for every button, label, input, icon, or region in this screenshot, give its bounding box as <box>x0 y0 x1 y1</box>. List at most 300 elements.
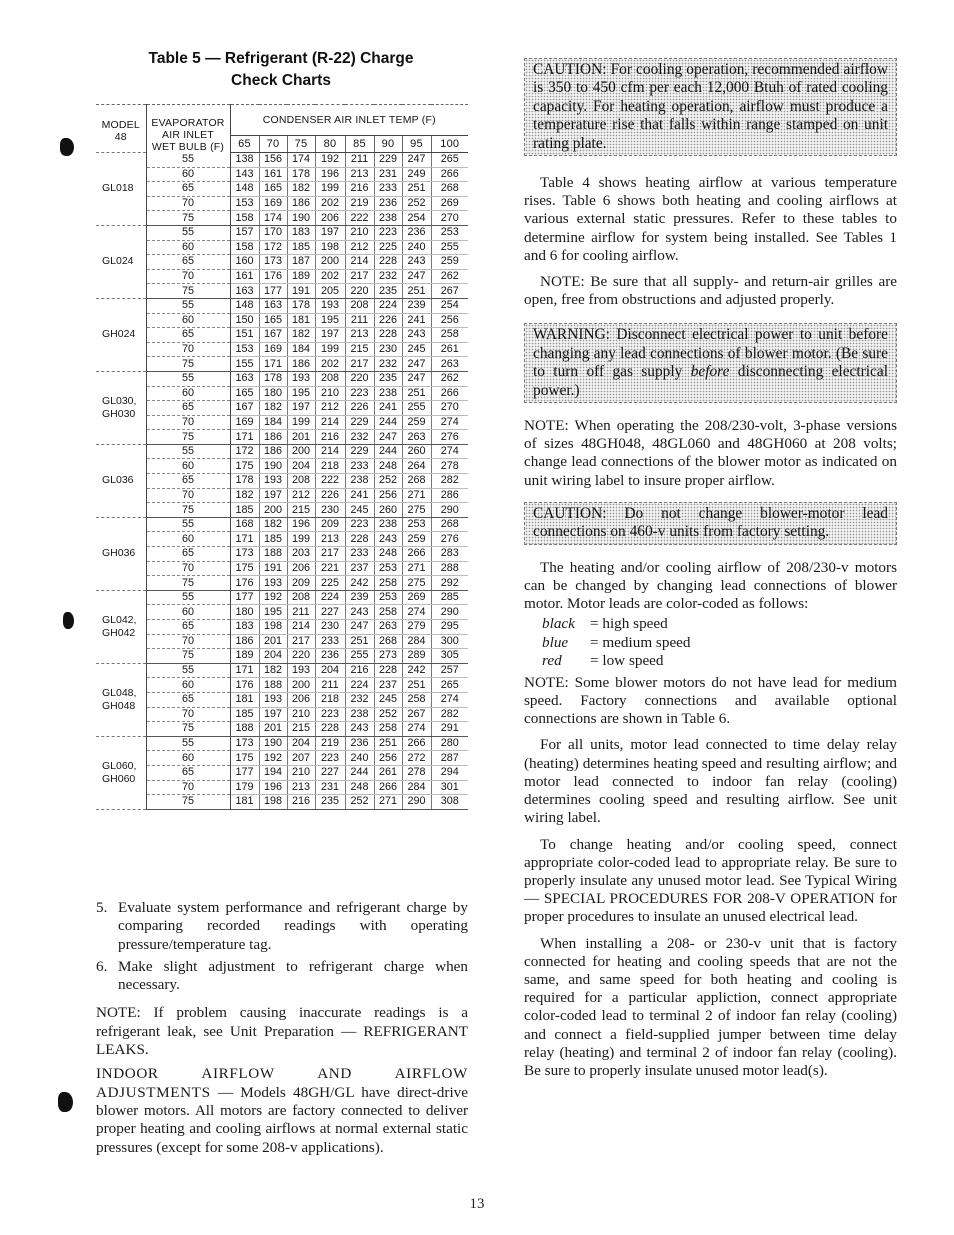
pressure-cell: 172 <box>259 240 287 255</box>
table-row <box>96 298 468 313</box>
pressure-cell: 206 <box>315 211 345 226</box>
pressure-cell: 192 <box>259 751 287 766</box>
wet-bulb-cell: 70 <box>146 342 230 357</box>
pressure-cell: 208 <box>315 371 345 386</box>
pressure-cell: 206 <box>287 561 315 576</box>
wet-bulb-cell: 55 <box>146 153 230 168</box>
pressure-cell: 233 <box>345 459 374 474</box>
binding-hole <box>63 612 74 629</box>
pressure-cell: 236 <box>345 736 374 751</box>
temp-column-header: 75 <box>287 136 315 153</box>
pressure-cell: 266 <box>402 547 431 562</box>
wet-bulb-cell: 70 <box>146 707 230 722</box>
pressure-cell: 186 <box>259 430 287 445</box>
pressure-cell: 300 <box>431 634 468 649</box>
model-name-alt: GH060 <box>102 772 136 785</box>
wet-bulb-cell: 65 <box>146 620 230 635</box>
pressure-cell: 288 <box>431 561 468 576</box>
pressure-cell: 165 <box>259 182 287 197</box>
pressure-cell: 196 <box>315 167 345 182</box>
pressure-cell: 201 <box>259 722 287 737</box>
pressure-cell: 200 <box>259 503 287 518</box>
lead-color: red <box>542 651 562 669</box>
pressure-cell: 239 <box>345 590 374 605</box>
pressure-cell: 255 <box>402 401 431 416</box>
pressure-cell: 196 <box>287 517 315 532</box>
pressure-cell: 138 <box>230 153 259 168</box>
pressure-cell: 183 <box>230 620 259 635</box>
pressure-cell: 263 <box>431 357 468 372</box>
pressure-cell: 161 <box>230 269 259 284</box>
pressure-cell: 256 <box>374 488 402 503</box>
table-row <box>96 736 468 751</box>
pressure-cell: 177 <box>230 765 259 780</box>
table-row <box>96 284 468 299</box>
wet-bulb-cell: 55 <box>146 590 230 605</box>
table-row <box>96 780 468 795</box>
pressure-cell: 241 <box>402 313 431 328</box>
pressure-cell: 247 <box>402 357 431 372</box>
condenser-temp-header: CONDENSER AIR INLET TEMP (F) <box>230 105 468 136</box>
pressure-cell: 212 <box>345 240 374 255</box>
pressure-cell: 228 <box>374 255 402 270</box>
model-name-alt: GH048 <box>102 699 136 712</box>
wet-bulb-cell: 65 <box>146 401 230 416</box>
table-row <box>96 153 468 168</box>
table-row <box>96 430 468 445</box>
table-row <box>96 225 468 240</box>
pressure-cell: 200 <box>287 678 315 693</box>
pressure-cell: 197 <box>315 328 345 343</box>
wet-bulb-cell: 60 <box>146 678 230 693</box>
pressure-cell: 181 <box>230 795 259 810</box>
pressure-cell: 210 <box>345 225 374 240</box>
pressure-cell: 276 <box>431 430 468 445</box>
pressure-cell: 211 <box>345 153 374 168</box>
pressure-cell: 227 <box>315 765 345 780</box>
note-refrigerant-leak: NOTE: If problem causing inaccurate readings is a refrigerant leak, see Unit Preparation — REFRIGERANT LEAKS. <box>96 1004 468 1059</box>
pressure-cell: 153 <box>230 196 259 211</box>
pressure-cell: 198 <box>259 795 287 810</box>
pressure-cell: 238 <box>374 211 402 226</box>
pressure-cell: 181 <box>230 692 259 707</box>
pressure-cell: 261 <box>431 342 468 357</box>
pressure-cell: 161 <box>259 167 287 182</box>
pressure-cell: 209 <box>315 517 345 532</box>
model-name: GL048, <box>102 686 137 699</box>
wet-bulb-cell: 70 <box>146 488 230 503</box>
table-row <box>96 255 468 270</box>
lead-speed: = high speed <box>590 615 668 633</box>
step-5 <box>96 899 468 954</box>
pressure-cell: 245 <box>402 342 431 357</box>
pressure-cell: 243 <box>374 532 402 547</box>
model-cell <box>96 444 146 517</box>
pressure-cell: 169 <box>259 342 287 357</box>
pressure-cell: 212 <box>315 401 345 416</box>
table-row <box>96 590 468 605</box>
model-name: GL060, <box>102 759 137 772</box>
pressure-cell: 240 <box>345 751 374 766</box>
model-header-line2: 48 <box>114 131 127 143</box>
model-name-alt: GH042 <box>102 626 136 639</box>
pressure-cell: 230 <box>315 620 345 635</box>
table-row <box>96 313 468 328</box>
model-name: GL024 <box>102 255 134 268</box>
pressure-cell: 216 <box>345 182 374 197</box>
pressure-cell: 207 <box>287 751 315 766</box>
pressure-cell: 220 <box>345 284 374 299</box>
wet-bulb-cell: 55 <box>146 736 230 751</box>
section-heading: INDOOR AIRFLOW AND AIRFLOW ADJUSTMENTS <box>96 1065 468 1101</box>
pressure-cell: 170 <box>259 225 287 240</box>
pressure-cell: 156 <box>259 153 287 168</box>
pressure-cell: 208 <box>345 298 374 313</box>
pressure-cell: 180 <box>230 605 259 620</box>
pressure-cell: 266 <box>431 167 468 182</box>
pressure-cell: 261 <box>374 765 402 780</box>
pressure-cell: 294 <box>431 765 468 780</box>
pressure-cell: 169 <box>230 415 259 430</box>
wet-bulb-cell: 60 <box>146 167 230 182</box>
paragraph-lead-connections: The heating and/or cooling airflow of 208/230-v motors can be changed by changing lead connections of blower motor. Motor leads are color-coded as follows: <box>524 558 897 613</box>
pressure-cell: 218 <box>315 459 345 474</box>
pressure-cell: 197 <box>259 488 287 503</box>
pressure-cell: 249 <box>402 167 431 182</box>
pressure-cell: 213 <box>287 780 315 795</box>
pressure-cell: 174 <box>287 153 315 168</box>
pressure-cell: 222 <box>345 211 374 226</box>
pressure-cell: 266 <box>402 736 431 751</box>
step-6 <box>96 958 468 995</box>
wet-bulb-cell: 65 <box>146 182 230 197</box>
table-row <box>96 634 468 649</box>
model-cell <box>96 298 146 371</box>
pressure-cell: 182 <box>287 182 315 197</box>
pressure-cell: 274 <box>431 415 468 430</box>
pressure-cell: 276 <box>431 532 468 547</box>
pressure-cell: 262 <box>431 371 468 386</box>
pressure-cell: 209 <box>287 576 315 591</box>
pressure-cell: 171 <box>259 357 287 372</box>
table-row <box>96 328 468 343</box>
table-row <box>96 795 468 810</box>
table-row <box>96 474 468 489</box>
pressure-cell: 235 <box>315 795 345 810</box>
pressure-cell: 239 <box>402 298 431 313</box>
warning-box <box>524 323 897 403</box>
pressure-cell: 226 <box>345 401 374 416</box>
pressure-cell: 268 <box>431 517 468 532</box>
pressure-cell: 202 <box>315 269 345 284</box>
warning-text: WARNING: Disconnect electrical power to unit before changing any lead connections of blower motor. (Be sure to turn off gas supply <box>533 326 888 381</box>
pressure-cell: 290 <box>431 605 468 620</box>
pressure-cell: 268 <box>431 182 468 197</box>
pressure-cell: 247 <box>345 620 374 635</box>
pressure-cell: 247 <box>402 269 431 284</box>
table-row <box>96 488 468 503</box>
pressure-cell: 232 <box>345 692 374 707</box>
pressure-cell: 223 <box>345 517 374 532</box>
wet-bulb-cell: 55 <box>146 444 230 459</box>
wet-bulb-cell: 65 <box>146 474 230 489</box>
pressure-cell: 245 <box>345 503 374 518</box>
pressure-cell: 275 <box>402 576 431 591</box>
pressure-cell: 235 <box>374 284 402 299</box>
pressure-cell: 189 <box>230 649 259 664</box>
note-208-volt: NOTE: When operating the 208/230-volt, 3-phase versions of sizes 48GH048, 48GL060 and 48GH060 at 208 volts; change lead connections of the blower motor as indicated on unit wiring label to insure proper airflow. <box>524 417 897 489</box>
table-row <box>96 547 468 562</box>
paragraph-change-speed: To change heating and/or cooling speed, connect appropriate color-coded lead to appropriate relay. Be sure to properly insulate any unused motor lead. See Typical Wiring — SPECIAL PROCEDURES FOR 208-V OPERATION for proper procedures to insulate an unused electrical lead. <box>524 835 897 926</box>
pressure-cell: 224 <box>345 678 374 693</box>
model-name: GH036 <box>102 547 136 560</box>
pressure-cell: 260 <box>402 444 431 459</box>
pressure-cell: 163 <box>230 284 259 299</box>
pressure-cell: 258 <box>374 605 402 620</box>
evap-header-line1: EVAPORATOR <box>151 116 225 129</box>
pressure-cell: 192 <box>259 590 287 605</box>
pressure-cell: 217 <box>287 634 315 649</box>
table-row <box>96 707 468 722</box>
pressure-cell: 178 <box>287 298 315 313</box>
table-title-line2: Check Charts <box>231 72 331 89</box>
wet-bulb-cell: 65 <box>146 765 230 780</box>
pressure-cell: 253 <box>402 517 431 532</box>
wet-bulb-cell: 75 <box>146 503 230 518</box>
pressure-cell: 230 <box>315 503 345 518</box>
pressure-cell: 186 <box>230 634 259 649</box>
pressure-cell: 301 <box>431 780 468 795</box>
pressure-cell: 182 <box>259 401 287 416</box>
pressure-cell: 194 <box>259 765 287 780</box>
pressure-cell: 158 <box>230 211 259 226</box>
pressure-cell: 243 <box>402 328 431 343</box>
pressure-cell: 305 <box>431 649 468 664</box>
pressure-cell: 228 <box>315 722 345 737</box>
pressure-cell: 172 <box>230 444 259 459</box>
pressure-cell: 237 <box>374 678 402 693</box>
pressure-cell: 226 <box>315 488 345 503</box>
pressure-cell: 185 <box>230 503 259 518</box>
pressure-cell: 229 <box>345 444 374 459</box>
pressure-cell: 198 <box>259 620 287 635</box>
pressure-cell: 275 <box>402 503 431 518</box>
pressure-cell: 267 <box>402 707 431 722</box>
pressure-cell: 230 <box>374 342 402 357</box>
pressure-cell: 195 <box>287 386 315 401</box>
wet-bulb-cell: 65 <box>146 328 230 343</box>
pressure-cell: 219 <box>345 196 374 211</box>
wet-bulb-cell: 55 <box>146 517 230 532</box>
table-row <box>96 692 468 707</box>
pressure-cell: 196 <box>259 780 287 795</box>
pressure-cell: 231 <box>374 167 402 182</box>
pressure-cell: 238 <box>374 517 402 532</box>
pressure-cell: 256 <box>431 313 468 328</box>
pressure-cell: 256 <box>374 751 402 766</box>
step-number: 6. <box>96 957 108 975</box>
pressure-cell: 271 <box>402 488 431 503</box>
pressure-cell: 193 <box>259 474 287 489</box>
pressure-cell: 177 <box>230 590 259 605</box>
pressure-cell: 237 <box>345 561 374 576</box>
pressure-cell: 195 <box>259 605 287 620</box>
wet-bulb-cell: 75 <box>146 211 230 226</box>
pressure-cell: 236 <box>315 649 345 664</box>
pressure-cell: 188 <box>259 678 287 693</box>
pressure-cell: 258 <box>431 328 468 343</box>
pressure-cell: 188 <box>259 547 287 562</box>
pressure-cell: 258 <box>374 722 402 737</box>
model-name: GL042, <box>102 613 137 626</box>
binding-hole <box>58 1092 73 1112</box>
pressure-cell: 148 <box>230 298 259 313</box>
pressure-cell: 233 <box>315 634 345 649</box>
pressure-cell: 176 <box>230 678 259 693</box>
caution-box-460v: CAUTION: Do not change blower-motor lead connections on 460-v units from factory setting. <box>524 502 897 545</box>
table-row <box>96 532 468 547</box>
pressure-cell: 286 <box>431 488 468 503</box>
pressure-cell: 235 <box>374 371 402 386</box>
wet-bulb-cell: 75 <box>146 430 230 445</box>
pressure-cell: 190 <box>259 459 287 474</box>
pressure-cell: 204 <box>287 459 315 474</box>
pressure-cell: 185 <box>259 532 287 547</box>
pressure-cell: 171 <box>230 430 259 445</box>
pressure-cell: 231 <box>315 780 345 795</box>
pressure-cell: 251 <box>402 386 431 401</box>
pressure-cell: 238 <box>345 707 374 722</box>
pressure-cell: 253 <box>374 590 402 605</box>
pressure-cell: 228 <box>374 663 402 678</box>
pressure-cell: 274 <box>431 444 468 459</box>
pressure-cell: 279 <box>402 620 431 635</box>
pressure-cell: 216 <box>315 430 345 445</box>
pressure-cell: 251 <box>402 182 431 197</box>
pressure-cell: 222 <box>315 474 345 489</box>
pressure-cell: 213 <box>345 167 374 182</box>
wet-bulb-cell: 65 <box>146 255 230 270</box>
section-body: — Models 48GH/GL have direct-drive blower motors. All motors are factory connected to deliver proper heating and cooling airflows at normal external static pressures (except for some 208-v applications). <box>96 1083 468 1156</box>
pressure-cell: 153 <box>230 342 259 357</box>
table-row <box>96 561 468 576</box>
pressure-cell: 224 <box>374 298 402 313</box>
pressure-cell: 191 <box>259 561 287 576</box>
wet-bulb-cell: 65 <box>146 692 230 707</box>
evap-header-line3: WET BULB (F) <box>151 140 225 153</box>
pressure-cell: 253 <box>374 561 402 576</box>
pressure-cell: 252 <box>402 196 431 211</box>
pressure-cell: 251 <box>345 634 374 649</box>
wet-bulb-cell: 75 <box>146 357 230 372</box>
pressure-cell: 210 <box>287 765 315 780</box>
pressure-cell: 155 <box>230 357 259 372</box>
lead-speed: = low speed <box>590 651 664 669</box>
pressure-cell: 189 <box>287 269 315 284</box>
pressure-cell: 216 <box>345 663 374 678</box>
pressure-cell: 233 <box>345 547 374 562</box>
pressure-cell: 204 <box>287 736 315 751</box>
lead-color: black <box>542 615 575 633</box>
wet-bulb-cell: 55 <box>146 298 230 313</box>
pressure-cell: 215 <box>345 342 374 357</box>
pressure-cell: 182 <box>230 488 259 503</box>
pressure-cell: 223 <box>315 707 345 722</box>
pressure-cell: 208 <box>287 474 315 489</box>
pressure-cell: 174 <box>259 211 287 226</box>
pressure-cell: 221 <box>315 561 345 576</box>
temp-column-header: 65 <box>230 136 259 153</box>
model-header-line1: MODEL <box>101 119 140 131</box>
temp-column-header: 90 <box>374 136 402 153</box>
pressure-cell: 193 <box>259 576 287 591</box>
pressure-cell: 242 <box>402 663 431 678</box>
pressure-cell: 210 <box>287 707 315 722</box>
table-row <box>96 722 468 737</box>
pressure-cell: 254 <box>431 298 468 313</box>
table-row <box>96 605 468 620</box>
pressure-cell: 173 <box>259 255 287 270</box>
pressure-cell: 224 <box>315 590 345 605</box>
table-row <box>96 576 468 591</box>
pressure-cell: 258 <box>374 576 402 591</box>
pressure-cell: 176 <box>230 576 259 591</box>
pressure-cell: 247 <box>402 153 431 168</box>
wet-bulb-cell: 55 <box>146 371 230 386</box>
pressure-cell: 198 <box>315 240 345 255</box>
pressure-cell: 269 <box>402 590 431 605</box>
pressure-cell: 199 <box>315 182 345 197</box>
pressure-cell: 263 <box>374 620 402 635</box>
pressure-cell: 269 <box>431 196 468 211</box>
pressure-cell: 165 <box>230 386 259 401</box>
pressure-cell: 251 <box>402 284 431 299</box>
table-row <box>96 649 468 664</box>
wet-bulb-cell: 75 <box>146 795 230 810</box>
pressure-cell: 217 <box>315 547 345 562</box>
pressure-cell: 266 <box>431 386 468 401</box>
pressure-cell: 284 <box>402 780 431 795</box>
pressure-cell: 193 <box>259 692 287 707</box>
pressure-cell: 175 <box>230 561 259 576</box>
pressure-cell: 257 <box>431 663 468 678</box>
table-row <box>96 459 468 474</box>
pressure-cell: 244 <box>374 415 402 430</box>
pressure-cell: 163 <box>230 371 259 386</box>
pressure-cell: 308 <box>431 795 468 810</box>
pressure-cell: 236 <box>402 225 431 240</box>
evap-header-line2: AIR INLET <box>162 128 214 141</box>
pressure-cell: 252 <box>374 474 402 489</box>
pressure-cell: 201 <box>287 430 315 445</box>
temp-column-header: 80 <box>315 136 345 153</box>
pressure-cell: 290 <box>431 503 468 518</box>
pressure-cell: 236 <box>374 196 402 211</box>
model-cell <box>96 371 146 444</box>
table-row <box>96 765 468 780</box>
pressure-cell: 180 <box>259 386 287 401</box>
table-row <box>96 269 468 284</box>
pressure-cell: 270 <box>431 211 468 226</box>
pressure-cell: 190 <box>259 736 287 751</box>
lead-speed: = medium speed <box>590 633 691 651</box>
pressure-cell: 199 <box>287 532 315 547</box>
model-name: GL030, <box>102 394 137 407</box>
model-name: GL036 <box>102 474 134 487</box>
pressure-cell: 193 <box>315 298 345 313</box>
pressure-cell: 228 <box>345 532 374 547</box>
wet-bulb-cell: 70 <box>146 269 230 284</box>
